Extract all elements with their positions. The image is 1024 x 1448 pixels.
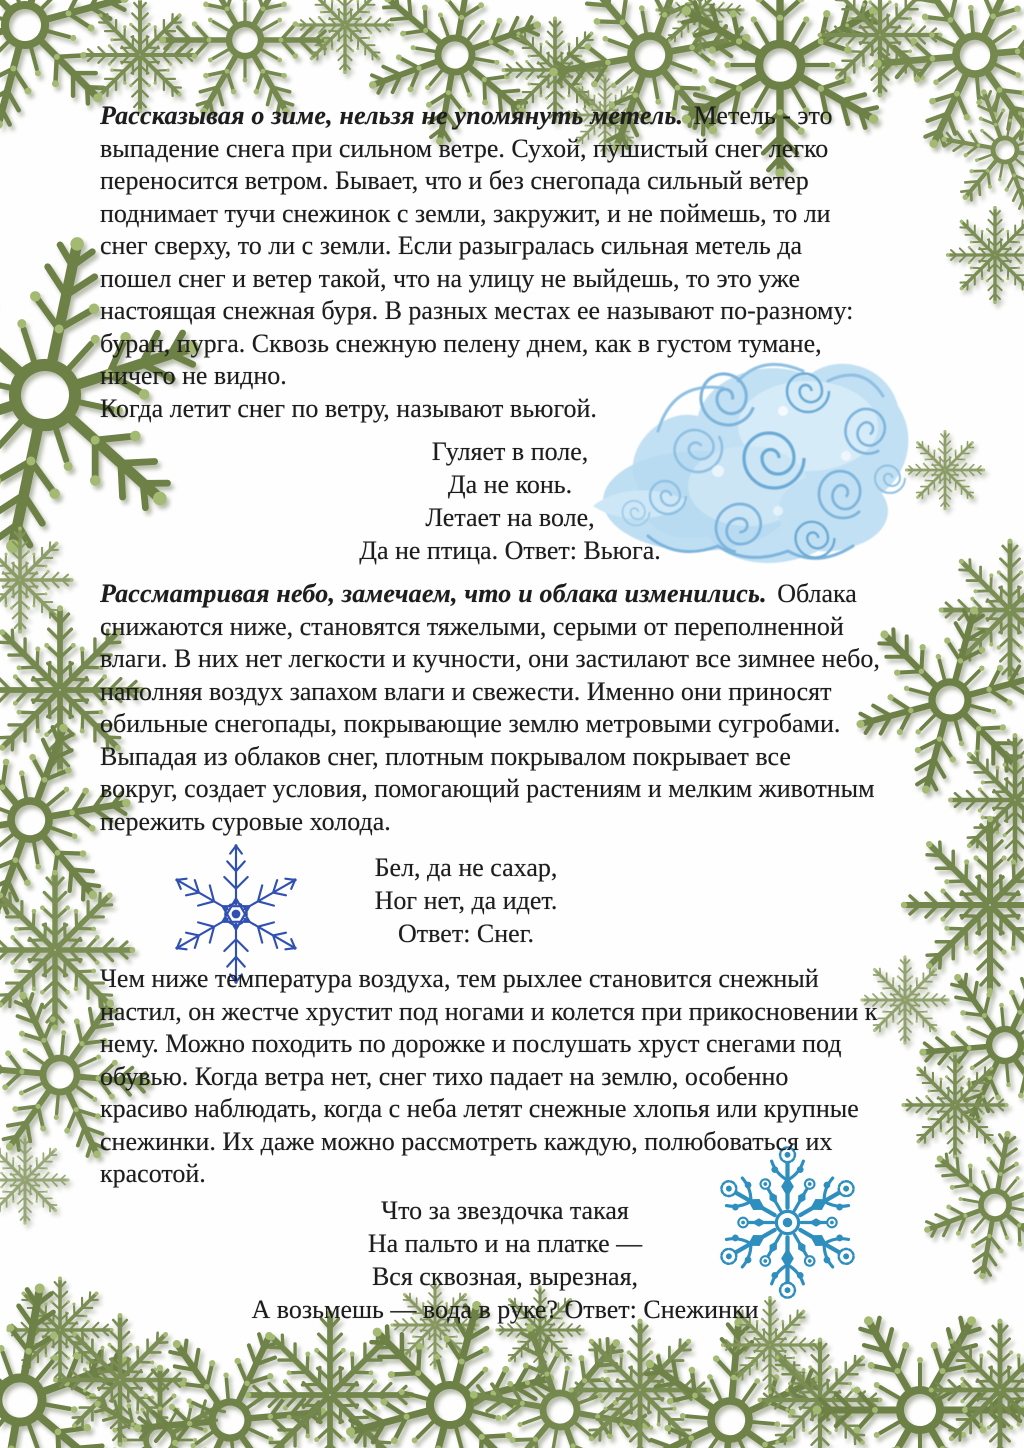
text-line: снег сверху, то ли с земли. Если разыгралась сильная метель да (100, 231, 802, 260)
snowflake-icon (296, 0, 394, 74)
text-line: нему. Можно походить по дорожке и послушать хруст снегами под (100, 1029, 842, 1058)
riddle-line: Гуляет в поле, (431, 437, 589, 466)
paragraph-clouds (100, 578, 920, 838)
text-line: красиво наблюдать, когда с неба летят снежные хлопья или крупные (100, 1094, 859, 1123)
text-line: выпадение снега при сильном ветре. Сухой, пушистый снег легко (100, 133, 829, 163)
text-line: пережить суровые холода. (100, 806, 391, 836)
vyuga-sentence: Когда летит снег по ветру, называют вьюгой. (100, 394, 597, 423)
text-line: поднимает тучи снежинок с земли, закружит, и не поймешь, то ли (100, 198, 831, 228)
text-line: ничего не видно. (100, 361, 287, 390)
paragraph-text: Облака (777, 579, 857, 608)
text-line: снежинки. Их даже можно рассмотреть каждую, полюбоваться их (100, 1126, 833, 1156)
riddle-line: Что за звездочка такая (381, 1196, 629, 1225)
snowflake-icon (569, 1319, 712, 1448)
text-line: Чем ниже температура воздуха, тем рыхлее становится снежный (100, 964, 819, 993)
text-line: влаги. В них нет легкости и кучности, они застилают все зимнее небо, (100, 644, 880, 673)
riddle-sneg (156, 851, 776, 950)
riddle-line: Вся сквозная, вырезная, (371, 1262, 639, 1291)
riddle-snezhinki (195, 1194, 815, 1326)
snowflake-icon (915, 60, 1024, 240)
riddle-vyuga (200, 435, 820, 567)
text-line: обильные снегопады, покрывающие землю метровыми сугробами. (100, 709, 841, 738)
paragraph-blizzard (100, 100, 920, 393)
riddle-line: На пальто и на платке — (367, 1229, 643, 1258)
snowflake-icon (82, 0, 198, 113)
riddle-line: Ответ: Снег. (398, 919, 534, 948)
snowflake-icon (946, 206, 1024, 304)
text-line: красотой. (100, 1159, 206, 1188)
text-line: буран, пурга. Сквозь снежную пелену днем, как в густом тумане, (100, 328, 822, 358)
text-line: обувью. Когда ветра нет, снег тихо падает на землю, особенно (100, 1061, 789, 1091)
riddle-line: Да не конь. (447, 470, 573, 499)
text-line (100, 578, 920, 611)
snowflake-icon (939, 539, 1024, 682)
riddle-line: Летает на воле, (425, 503, 595, 532)
riddle-line: Ног нет, да идет. (374, 886, 558, 915)
text-line: вокруг, создает условия, помогающий растениям и мелким животным (100, 774, 875, 803)
text-line: Выпадая из облаков снег, плотным покрывалом покрывает все (100, 741, 791, 771)
snowflake-icon (910, 1118, 1024, 1292)
text-line: снижаются ниже, становятся тяжелыми, серыми от переполненной (100, 611, 844, 641)
paragraph-text: Метель - это (693, 101, 833, 130)
snowflake-icon (929, 1319, 1024, 1448)
paragraph-lead: Рассматривая небо, замечаем, что и облака изменились. (100, 579, 767, 608)
paragraph-snow (100, 963, 920, 1191)
text-line: настил, он жестче хрустит под ногами и колется при прикосновении к (100, 996, 878, 1026)
text-line: переносится ветром. Бывает, что и без снегопада сильный ветер (100, 166, 809, 195)
text-line: настоящая снежная буря. В разных местах ее называют по-разному: (100, 296, 854, 325)
riddle-line: Бел, да не сахар, (374, 853, 558, 882)
riddle-line: А возьмешь — вода в руке? Ответ: Снежинки (251, 1295, 759, 1324)
paragraph-lead: Рассказывая о зиме, нельзя не упомянуть метель. (100, 101, 684, 130)
text-line (100, 100, 920, 133)
text-line: пошел снег и ветер такой, что на улицу не выйдешь, то это уже (100, 263, 801, 293)
riddle-line: Да не птица. Ответ: Вьюга. (359, 536, 661, 565)
text-line: наполняя воздух запахом влаги и свежести. Именно они приносят (100, 676, 832, 706)
